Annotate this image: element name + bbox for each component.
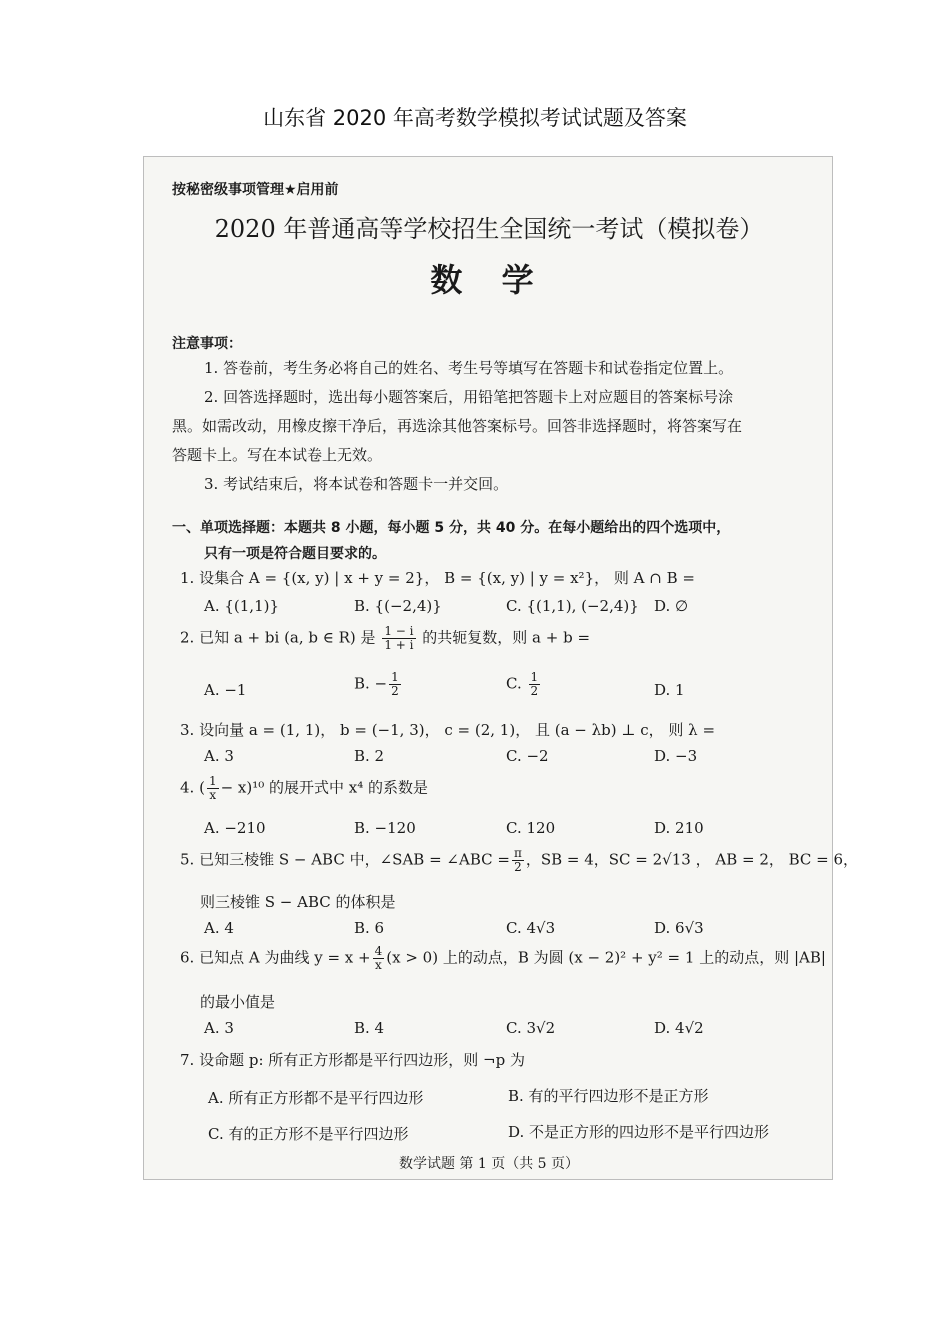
question-2-option-c-num: 1 [530,670,539,684]
question-5-stem-pre: 5. 已知三棱锥 S − ABC 中，∠SAB = ∠ABC = [180,850,510,869]
question-5-stem-post: ，SB = 4，SC = 2√13 ， AB = 2， BC = 6， [525,850,859,869]
notice-item-3: 3. 考试结束后，将本试卷和答题卡一并交回。 [204,475,509,493]
question-2-option-b-den: 2 [391,684,399,698]
question-5-option-c: C. 4√3 [506,919,556,937]
question-5-option-b: B. 6 [354,919,385,937]
question-6-stem-pre: 6. 已知点 A 为曲线 y = x + [180,948,371,967]
question-3-option-c: C. −2 [506,747,549,765]
question-5-stem-line2: 则三棱锥 S − ABC 的体积是 [200,893,396,911]
question-7-option-a: A. 所有正方形都不是平行四边形 [208,1089,424,1107]
question-4-option-d: D. 210 [654,819,704,837]
question-7-option-b: B. 有的平行四边形不是正方形 [508,1087,709,1105]
question-2-option-b-num: 1 [391,670,399,684]
question-6-frac-den: x [375,958,382,972]
question-3-option-b: B. 2 [354,747,385,765]
question-5-frac-den: 2 [514,860,522,874]
notice-heading: 注意事项： [172,336,242,352]
question-6-stem-post: (x > 0) 上的动点，B 为圆 (x − 2)² + y² = 1 上的动点，则 |AB| [386,948,826,967]
question-5-stem [180,847,858,874]
question-2-option-c [506,671,542,698]
question-3-option-d: D. −3 [654,747,698,765]
notice-item-2-cont2: 答题卡上。写在本试卷上无效。 [172,446,383,464]
question-7-option-c: C. 有的正方形不是平行四边形 [208,1125,409,1143]
question-2-frac-num: 1 − i [384,624,414,638]
question-2-option-d: D. 1 [654,681,685,699]
exam-title: 2020 年普通高等学校招生全国统一考试（模拟卷） [214,215,764,243]
question-5-frac-num: π [513,846,522,860]
question-4-stem [180,775,428,802]
question-6-option-d: D. 4√2 [654,1019,704,1037]
section-heading-cont: 只有一项是符合题目要求的。 [204,546,386,562]
question-5-fraction [512,847,524,874]
question-6-stem [180,945,826,972]
subject-title: 数 学 [430,261,548,299]
question-4-frac-den: x [209,788,217,802]
question-4-stem-post: − x)¹⁰ 的展开式中 x⁴ 的系数是 [220,778,429,797]
question-2-option-b-fraction [389,671,401,698]
question-6-stem-line2: 的最小值是 [200,993,276,1011]
question-5-option-d: D. 6√3 [654,919,704,937]
question-6-option-a: A. 3 [204,1019,234,1037]
question-3-option-a: A. 3 [204,747,234,765]
question-2-stem-post: 的共轭复数，则 a + b = [422,628,591,647]
question-6-fraction [373,945,385,972]
notice-item-1: 1. 答卷前，考生务必将自己的姓名、考生号等填写在答题卡和试卷指定位置上。 [204,359,734,377]
question-3-stem: 3. 设向量 a = (1, 1)， b = (−1, 3)， c = (2, 1)， 且 (a − λb) ⊥ c， 则 λ = [180,721,716,739]
question-4-option-b: B. −120 [354,819,416,837]
question-1-option-a: A. {(1,1)} [204,597,280,615]
question-2-fraction [382,625,415,652]
question-7-stem: 7. 设命题 p: 所有正方形都是平行四边形，则 ¬p 为 [180,1051,525,1069]
question-2-option-b [354,671,403,698]
question-1-option-d: D. ∅ [654,597,689,615]
question-2-option-c-fraction [529,671,541,698]
question-4-fraction [207,775,219,802]
notice-item-2: 2. 回答选择题时，选出每小题答案后，用铅笔把答题卡上对应题目的答案标号涂 [204,388,734,406]
exam-page-scan [143,156,859,1180]
question-2-option-c-den: 2 [530,684,539,698]
question-7-option-d: D. 不是正方形的四边形不是平行四边形 [508,1123,770,1141]
question-2-option-c-label: C. [506,674,522,693]
question-4-option-c: C. 120 [506,819,556,837]
notice-item-2-cont: 黑。如需改动，用橡皮擦干净后，再选涂其他答案标号。回答非选择题时，将答案写在 [172,417,743,435]
question-1-option-b: B. {(−2,4)} [354,597,442,615]
classification-line: 按秘密级事项管理★启用前 [172,182,339,198]
question-2-option-b-label: B. − [354,674,388,693]
question-2-option-a: A. −1 [204,681,247,699]
question-2-stem [180,625,590,652]
question-6-option-c: C. 3√2 [506,1019,556,1037]
question-2-stem-pre: 2. 已知 a + bi (a, b ∈ R) 是 [180,628,376,647]
section-heading: 一、单项选择题：本题共 8 小题，每小题 5 分，共 40 分。在每小题给出的四个选项中， [172,520,731,536]
question-1-stem: 1. 设集合 A = {(x, y) | x + y = 2}， B = {(x, y) | y = x²}， 则 A ∩ B = [180,569,695,587]
question-5-option-a: A. 4 [204,919,234,937]
question-6-option-b: B. 4 [354,1019,385,1037]
question-4-stem-pre: 4. ( [180,778,205,797]
question-4-option-a: A. −210 [204,819,266,837]
document-title: 山东省 2020 年高考数学模拟考试试题及答案 [263,106,687,130]
question-6-frac-num: 4 [374,944,383,958]
page-footer: 数学试题 第 1 页（共 5 页） [398,1156,580,1172]
question-1-option-c: C. {(1,1), (−2,4)} [506,597,639,615]
question-4-frac-num: 1 [208,774,217,788]
question-2-frac-den: 1 + i [384,638,414,652]
